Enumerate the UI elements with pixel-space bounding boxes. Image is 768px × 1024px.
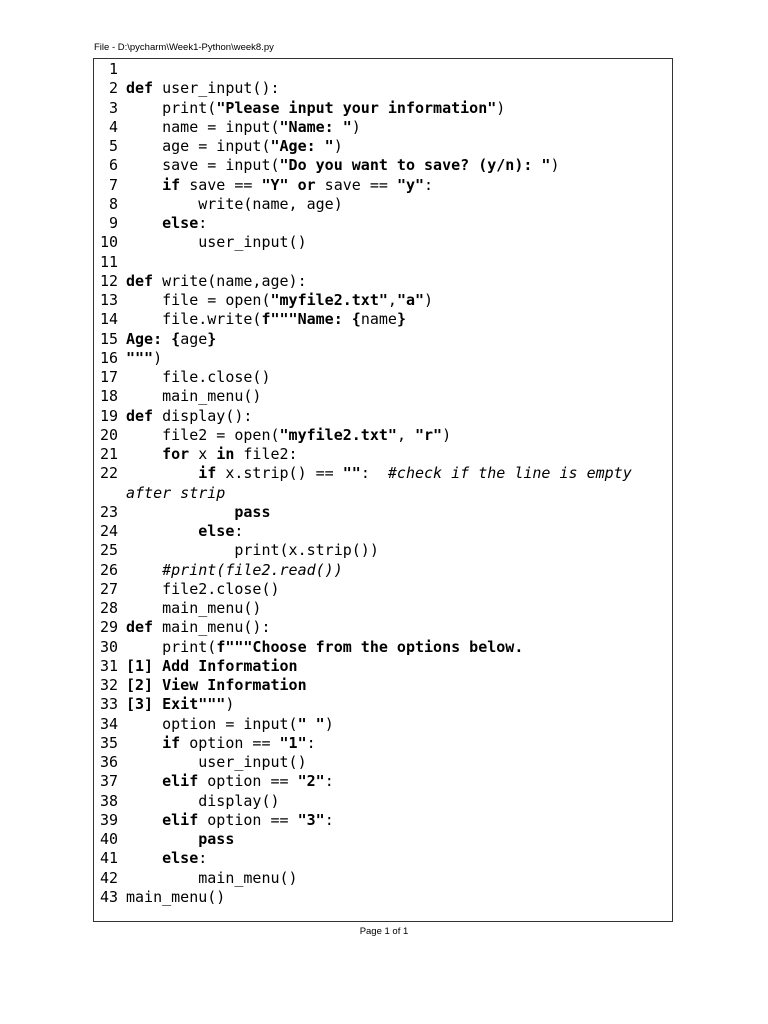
line-number: 30 [99,637,118,656]
code-text [126,522,672,541]
code-string: "3" [297,810,325,829]
line-number: 25 [99,541,118,560]
code-line [94,772,672,791]
file-path-header: File - D:\pycharm\Week1-Python\week8.py [94,42,274,53]
code-text [126,715,672,734]
code-token: ) [424,291,434,309]
code-keyword: if [198,464,217,483]
code-token [126,176,162,194]
code-token: name [360,310,397,329]
code-string: } [207,329,217,348]
line-number: 31 [99,656,118,675]
code-token: ) [225,695,235,714]
code-string: [3] Exit""" [126,695,226,714]
code-token [126,849,162,867]
code-line [94,464,672,503]
code-token: user_input(): [153,79,280,98]
code-text [126,291,672,310]
line-number: 19 [99,406,118,425]
code-token: : [198,849,208,868]
code-text [126,156,672,175]
code-keyword: elif [162,772,199,791]
code-text [126,118,672,137]
code-token: write(name, age) [126,194,343,213]
code-keyword: if [162,175,181,194]
line-number: 16 [99,348,118,367]
code-line [94,407,672,426]
line-number: 13 [99,291,118,309]
code-token [126,830,198,848]
code-text [126,233,672,252]
code-token [289,176,298,194]
code-string: [1] Add Information [126,656,298,675]
code-comment: #print(file2.read()) [162,560,343,579]
code-line [94,387,672,406]
code-text [126,888,672,907]
code-token: ) [333,137,343,155]
code-keyword: else [162,214,199,232]
code-line [94,330,672,349]
code-text [126,676,672,695]
line-number: 35 [99,733,118,752]
code-string: " " [297,714,325,733]
code-string: [2] View Information [126,676,307,694]
code-token: : [324,810,334,829]
code-line [94,792,672,811]
line-number: 34 [99,714,118,733]
code-token [126,561,162,579]
code-text [126,772,672,791]
code-text [126,387,672,406]
code-line [94,599,672,618]
code-keyword: def [126,271,154,290]
code-string: } [396,310,406,329]
code-line [94,753,672,772]
line-number: 26 [99,560,118,579]
line-number: 3 [108,98,118,117]
code-token: , [396,425,415,444]
code-line [94,522,672,541]
code-token: main_menu(): [153,618,271,637]
code-text [126,869,672,888]
code-text [126,618,672,637]
code-string: """ [126,348,154,367]
code-token: print( [126,98,217,117]
line-number: 8 [108,194,118,213]
line-number: 4 [108,117,118,136]
code-token [126,503,234,521]
code-line [94,118,672,137]
code-text [126,426,672,445]
code-token: print( [126,637,217,656]
line-number: 32 [99,676,118,694]
code-line [94,233,672,252]
code-keyword: elif [162,810,199,829]
code-text [126,445,672,464]
code-string: "Y" [261,175,289,194]
code-string: "2" [297,772,325,791]
code-text [126,503,672,522]
code-text [126,349,672,368]
line-number: 41 [99,849,118,868]
code-token: write(name,age): [153,271,307,290]
code-comment: #check if the line is empty after strip [126,464,641,502]
code-keyword: if [162,733,181,752]
line-number: 1 [108,60,118,78]
code-line [94,156,672,175]
code-line [94,272,672,291]
code-text [126,657,672,676]
code-line [94,79,672,98]
code-string: "Please input your information" [216,98,497,117]
code-text [126,753,672,772]
code-line [94,869,672,888]
code-token: display(): [153,406,253,425]
code-line [94,137,672,156]
line-number: 28 [99,599,118,617]
line-number: 27 [99,579,118,598]
line-number: 10 [99,233,118,252]
code-keyword: else [162,849,199,868]
line-number: 33 [99,695,118,714]
code-token: ) [153,348,163,367]
code-keyword: else [198,522,235,540]
code-token: file2: [234,445,298,463]
code-line [94,888,672,907]
code-text [126,79,672,98]
code-line [94,811,672,830]
code-token: x [189,445,217,463]
code-line [94,541,672,560]
code-line [94,99,672,118]
line-number: 24 [99,522,118,540]
code-line [94,715,672,734]
code-line [94,561,672,580]
line-number: 2 [108,79,118,98]
code-text [126,811,672,830]
code-text [126,99,672,118]
code-token: name = input( [126,117,280,136]
line-number: 6 [108,156,118,175]
line-number: 42 [99,868,118,887]
line-number: 23 [99,502,118,521]
code-token: option == [180,733,280,752]
line-number: 22 [99,464,118,483]
code-line [94,253,672,272]
code-line [94,445,672,464]
line-number: 18 [99,387,118,406]
code-keyword: pass [198,830,235,848]
code-keyword: def [126,79,154,98]
code-text [126,176,672,195]
code-token [126,464,198,482]
code-token [126,445,162,463]
code-token: save == [315,175,397,194]
code-token: : [198,214,208,232]
code-line [94,349,672,368]
code-text [126,464,672,503]
code-text [126,272,672,291]
line-number: 43 [99,887,118,906]
code-line [94,734,672,753]
line-number: 37 [99,772,118,791]
code-line [94,580,672,599]
code-token: ) [351,117,361,136]
code-token: file = open( [126,291,271,309]
code-string: "y" [396,175,425,194]
code-string: f"""Choose from the options below. [216,637,524,656]
code-line [94,310,672,329]
code-line [94,60,672,79]
code-token: file.write( [126,310,262,329]
code-token: file.close() [126,368,271,386]
code-text [126,310,672,329]
code-text [126,734,672,753]
line-number: 7 [108,175,118,194]
code-token: main_menu() [126,868,298,887]
code-text [126,330,672,349]
code-line [94,830,672,849]
code-string: "myfile2.txt" [270,291,388,309]
code-token: x.strip() == [216,464,343,483]
code-token: ) [550,156,560,175]
code-string: "r" [415,425,443,444]
code-frame [93,58,673,922]
code-token: display() [126,791,280,810]
code-text [126,137,672,156]
line-number: 20 [99,425,118,444]
line-number: 38 [99,791,118,810]
code-token: option == [198,810,298,829]
code-token [126,214,162,232]
line-number: 39 [99,810,118,829]
code-token [126,811,162,829]
code-token: age = input( [126,137,271,155]
code-token: ) [496,98,506,117]
line-number: 15 [99,329,118,348]
code-text [126,695,672,714]
code-keyword: for [162,445,190,463]
code-token: save == [180,175,262,194]
code-text [126,792,672,811]
code-text [126,253,672,272]
code-line [94,849,672,868]
code-token: file2.close() [126,579,280,598]
line-number: 17 [99,368,118,386]
code-line [94,176,672,195]
code-line [94,195,672,214]
code-token: : [424,175,434,194]
code-line [94,676,672,695]
code-text [126,830,672,849]
code-token: : [234,522,244,540]
code-text [126,214,672,233]
line-number: 9 [108,214,118,232]
code-keyword: def [126,406,154,425]
code-string: "Age: " [270,137,334,155]
code-line [94,638,672,657]
code-keyword: in [216,445,235,463]
code-token: , [387,291,397,309]
code-keyword: def [126,618,154,637]
code-line [94,291,672,310]
code-keyword: pass [234,502,271,521]
code-token: main_menu() [126,387,262,406]
code-token: option == [198,772,298,791]
code-line [94,503,672,522]
code-token: user_input() [126,753,307,771]
code-text [126,849,672,868]
code-token: main_menu() [126,887,226,906]
page-number: Page 1 of 1 [359,926,409,937]
code-string: "a" [396,291,425,309]
code-text [126,599,672,618]
code-token: age [180,329,208,348]
code-line [94,426,672,445]
code-text [126,368,672,387]
code-token: ) [324,714,334,733]
code-line [94,618,672,637]
code-keyword: or [297,175,316,194]
code-string: Age: { [126,329,181,348]
code-token [126,734,162,752]
line-number: 14 [99,310,118,329]
code-string: "Do you want to save? (y/n): " [279,156,551,175]
line-number: 36 [99,753,118,771]
code-string: f"""Name: { [261,310,361,329]
code-text [126,195,672,214]
code-token: print(x.strip()) [126,541,379,560]
code-text [126,580,672,599]
code-token: ) [442,425,452,444]
line-number: 12 [99,271,118,290]
line-number: 21 [99,445,118,463]
code-token: file2 = open( [126,425,280,444]
line-number: 11 [99,252,118,271]
code-string: "1" [279,733,307,752]
code-token: option = input( [126,714,298,733]
code-token: : [360,464,388,483]
code-text [126,638,672,657]
code-line [94,695,672,714]
code-token [126,522,198,540]
code-string: "myfile2.txt" [279,425,397,444]
code-token [126,772,162,790]
line-number: 29 [99,618,118,637]
code-text [126,561,672,580]
code-text [126,60,672,79]
code-token: user_input() [126,233,307,252]
code-token: save = input( [126,156,280,175]
code-line [94,368,672,387]
code-token: : [306,733,316,752]
code-token: main_menu() [126,599,262,617]
code-string: "" [342,464,361,483]
code-listing [94,59,672,907]
line-number: 5 [108,137,118,155]
code-string: "Name: " [279,117,352,136]
code-text [126,407,672,426]
code-line [94,657,672,676]
code-line [94,214,672,233]
code-token: : [324,772,334,791]
code-text [126,541,672,560]
line-number: 40 [99,830,118,848]
